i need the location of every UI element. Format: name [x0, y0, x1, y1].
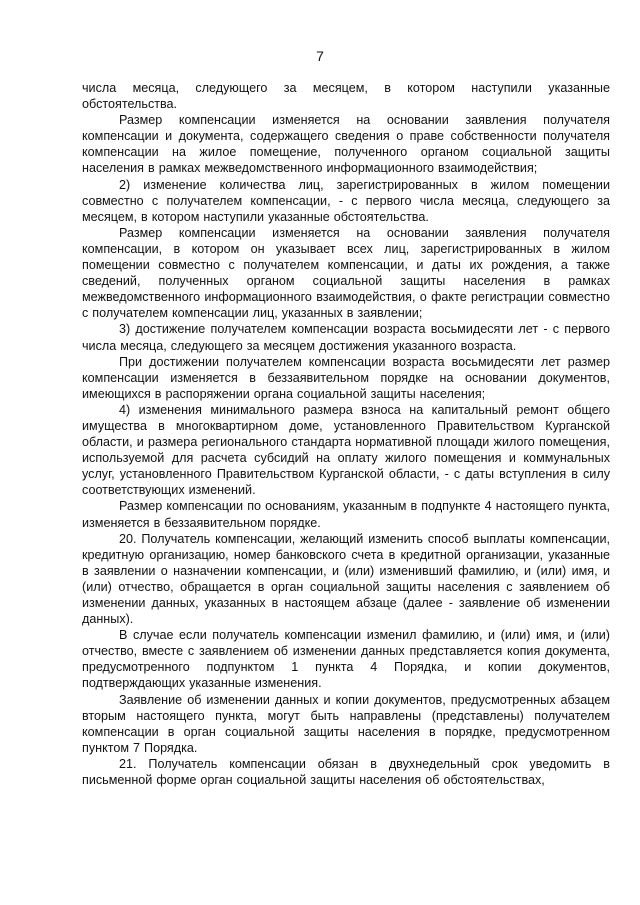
paragraph: Размер компенсации изменяется на основании заявления получателя компенсации и документа, содержащего сведения о праве собственности получателя компенсации на жилое помещение, полученного органом социальной защиты населения в рамках межведомственного информационного взаимодействия; [82, 113, 610, 176]
paragraph: При достижении получателем компенсации возраста восьмидесяти лет размер компенсации изменяется в беззаявительном порядке на основании документов, имеющихся в распоряжении органа социальной защиты населения; [82, 354, 610, 401]
paragraph-item-3: 3) достижение получателем компенсации возраста восьмидесяти лет - с первого числа месяца, следующего за месяцем достижения указанного возраста. [82, 322, 610, 353]
paragraph-clause-20: 20. Получатель компенсации, желающий изменить способ выплаты компенсации, кредитную организацию, номер банковского счета в кредитной организации, указанные в заявлении о назначении компенсации, и (или) изменивший фамилию, и (или) имя, и (или) отчество, обращается в орган социальной защиты населения с заявлением об изменении данных, указанных в настоящем абзаце (далее - заявление об изменении данных). [82, 531, 610, 627]
paragraph: Размер компенсации по основаниям, указанным в подпункте 4 настоящего пункта, изменяется в беззаявительном порядке. [82, 499, 610, 530]
paragraph-item-4: 4) изменения минимального размера взноса на капитальный ремонт общего имущества в многоквартирном доме, установленного Правительством Курганской области, и размера регионального стандарта нормативной площади жилого помещения, используемой для расчета субсидий на оплату жилого помещения и коммунальных услуг, установленного Правительством Курганской области, - с даты вступления в силу соответствующих изменений. [82, 402, 610, 498]
paragraph-item-2: 2) изменение количества лиц, зарегистрированных в жилом помещении совместно с получателем компенсации, - с первого числа месяца, следующего за месяцем, в котором наступили указанные обстоятельства. [82, 177, 610, 224]
paragraph: Размер компенсации изменяется на основании заявления получателя компенсации, в котором он указывает всех лиц, зарегистрированных в жилом помещении совместно с получателем компенсации, и даты их рождения, а также сведений, полученных органом социальной защиты населения в рамках межведомственного информационного взаимодействия, о факте регистрации совместно с получателем компенсации лиц, указанных в заявлении; [82, 225, 610, 321]
page-number: 7 [316, 48, 324, 64]
paragraph: В случае если получатель компенсации изменил фамилию, и (или) имя, и (или) отчество, вместе с заявлением об изменении данных представляется копия документа, предусмотренного подпунктом 1 пункта 4 Порядка, и копии документов, подтверждающих указанные изменения. [82, 628, 610, 691]
paragraph: Заявление об изменении данных и копии документов, предусмотренных абзацем вторым настоящего пункта, могут быть направлены (представлены) получателем компенсации в орган социальной защиты населения в порядке, предусмотренном пунктом 7 Порядка. [82, 692, 610, 755]
paragraph-continuation: числа месяца, следующего за месяцем, в котором наступили указанные обстоятельства. [82, 81, 610, 112]
paragraph-clause-21: 21. Получатель компенсации обязан в двухнедельный срок уведомить в письменной форме орган социальной защиты населения об обстоятельствах, [82, 756, 610, 788]
document-body [82, 80, 610, 788]
